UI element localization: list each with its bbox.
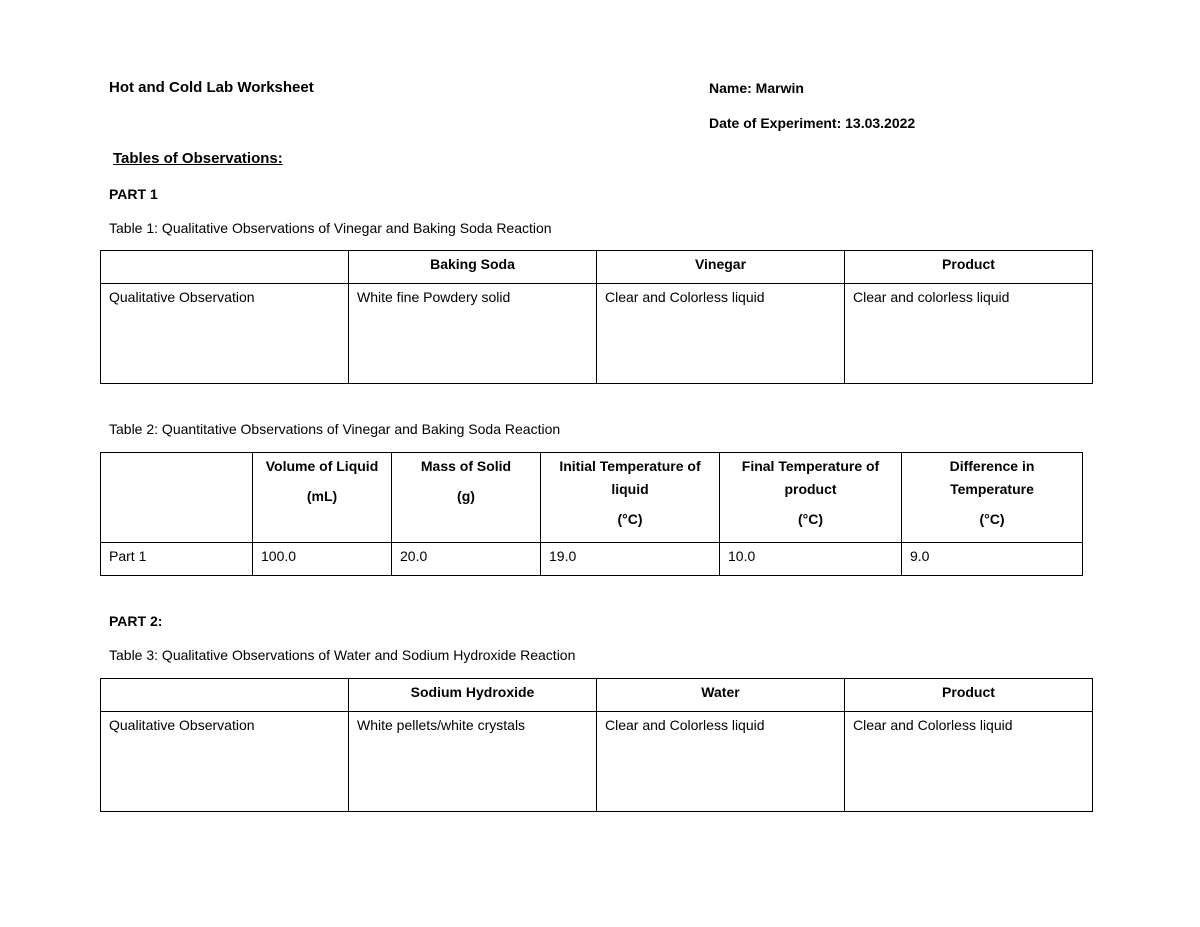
header-line: product bbox=[784, 481, 837, 497]
table-header-cell bbox=[392, 453, 541, 543]
header-line: Temperature bbox=[950, 481, 1034, 497]
table-cell: Part 1 bbox=[101, 543, 253, 576]
table-cell: Clear and Colorless liquid bbox=[845, 712, 1093, 812]
header-unit: (mL) bbox=[306, 488, 338, 504]
table1-caption: Table 1: Qualitative Observations of Vinegar and Baking Soda Reaction bbox=[109, 220, 552, 236]
table-cell: White pellets/white crystals bbox=[349, 712, 597, 812]
experiment-date: Date of Experiment: 13.03.2022 bbox=[709, 115, 916, 131]
table-header-cell: Product bbox=[845, 251, 1093, 284]
header-line: Difference in bbox=[949, 458, 1035, 474]
table-header-cell: Water bbox=[597, 679, 845, 712]
table-row bbox=[101, 284, 1093, 384]
section-title: Tables of Observations: bbox=[113, 150, 283, 167]
header-unit: (°C) bbox=[797, 511, 824, 527]
table-row bbox=[101, 543, 1083, 576]
header-line: Initial Temperature of bbox=[559, 458, 701, 474]
table-cell: 19.0 bbox=[541, 543, 720, 576]
header-line: liquid bbox=[611, 481, 649, 497]
table-cell: 10.0 bbox=[720, 543, 902, 576]
table-header-row bbox=[101, 453, 1083, 543]
table-header-cell bbox=[720, 453, 902, 543]
part2-label: PART 2: bbox=[109, 613, 163, 629]
table-header-cell: Sodium Hydroxide bbox=[349, 679, 597, 712]
table2-caption: Table 2: Quantitative Observations of Vinegar and Baking Soda Reaction bbox=[109, 421, 561, 437]
table-row bbox=[101, 712, 1093, 812]
table3-caption: Table 3: Qualitative Observations of Water and Sodium Hydroxide Reaction bbox=[109, 647, 576, 663]
header-unit: (g) bbox=[457, 488, 475, 504]
part1-label: PART 1 bbox=[109, 186, 158, 202]
table-cell: Clear and colorless liquid bbox=[845, 284, 1093, 384]
table-cell: Clear and Colorless liquid bbox=[597, 284, 845, 384]
table-header-cell: Baking Soda bbox=[349, 251, 597, 284]
table-header-cell bbox=[101, 679, 349, 712]
table-header-cell: Vinegar bbox=[597, 251, 845, 284]
table-header-row bbox=[101, 679, 1093, 712]
table-header-cell bbox=[902, 453, 1083, 543]
table-header-cell bbox=[253, 453, 392, 543]
table-cell: 9.0 bbox=[902, 543, 1083, 576]
student-name: Name: Marwin bbox=[709, 80, 804, 96]
table2 bbox=[100, 452, 1083, 576]
header-unit: (°C) bbox=[617, 511, 643, 527]
header-line: Final Temperature of bbox=[741, 458, 880, 474]
table-cell: Qualitative Observation bbox=[101, 284, 349, 384]
header-line: Mass of Solid bbox=[420, 458, 512, 474]
worksheet-title: Hot and Cold Lab Worksheet bbox=[109, 79, 314, 96]
table-cell: Qualitative Observation bbox=[101, 712, 349, 812]
header-unit: (°C) bbox=[979, 511, 1005, 527]
table-header-row bbox=[101, 251, 1093, 284]
table-cell: Clear and Colorless liquid bbox=[597, 712, 845, 812]
table-header-cell: Product bbox=[845, 679, 1093, 712]
table-header-cell bbox=[101, 453, 253, 543]
table-cell: White fine Powdery solid bbox=[349, 284, 597, 384]
header-line: Volume of Liquid bbox=[265, 458, 379, 474]
table-header-cell bbox=[541, 453, 720, 543]
table1 bbox=[100, 250, 1093, 384]
table-cell: 20.0 bbox=[392, 543, 541, 576]
table-header-cell bbox=[101, 251, 349, 284]
table3 bbox=[100, 678, 1093, 812]
table-cell: 100.0 bbox=[253, 543, 392, 576]
